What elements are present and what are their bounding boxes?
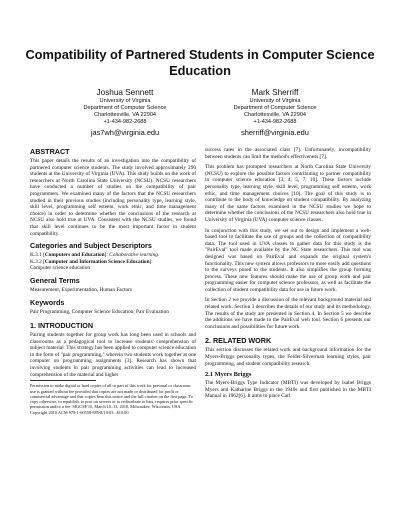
author-name: Joshua Sennett bbox=[96, 88, 154, 97]
keywords-heading: Keywords bbox=[30, 297, 65, 307]
related-work-text: This section discusses the related work and background information for the Myers-Briggs personality types, the Felder-Silverman learning styles, pair programming, and student compatibility research. bbox=[205, 347, 371, 367]
author-block-2 bbox=[200, 88, 350, 137]
intro-continued-paragraph: success rates in the associated class [7]. Unfortunately, incompatibility between students can limit the method's effectiveness [7]. bbox=[205, 147, 371, 160]
left-column bbox=[30, 147, 196, 415]
general-terms-text: Measurement, Experimentation, Human Factors bbox=[30, 286, 132, 293]
author-email[interactable]: jas7wh@virginia.edu bbox=[90, 128, 160, 137]
categories-line-3: Computer science education bbox=[30, 265, 91, 272]
categories-line-1: K.3.1 [Computers and Education]: Collaborative learning. bbox=[30, 252, 160, 259]
footnote-rule bbox=[30, 380, 96, 381]
intro-paragraph-4: In Section 2 we provide a discussion of the relevant background material and related work. Section 3 describes the details of our study and its methodology. The results of the study are presented in Section 4. In Section 5 we describe the additions we have made to the PairEval web tool. Section 6 presents our conclusions and possibilities for future work. bbox=[205, 297, 371, 330]
categories-heading: Categories and Subject Descriptors bbox=[30, 241, 152, 251]
author-affiliation: University of Virginia bbox=[249, 98, 301, 104]
intro-paragraph-2: This problem has prompted researchers at North Carolina State University (NCSU) to explore the possible factors contributing to partner compatibility in computer science education [3, 4, 5, 7, 10]. These factors include personality type, learning style, skill level, programming self esteem, work ethic, and time management choices [10]. The goal of this study is to contribute to the body of knowledge on student compatibility. By analyzing many of the same factors examined in the NCSU studies we hope to determine whether the conclusions of the NCSU researchers also hold true in University of Virginia (UVA) computer science classes. bbox=[205, 164, 371, 223]
related-work-heading: 2. RELATED WORK bbox=[205, 336, 272, 346]
keywords-text: Pair Programming, Computer Science Education, Pair Evaluation bbox=[30, 308, 169, 315]
categories-line-2: K.3.2 [Computer and Information Science Education]: bbox=[30, 258, 153, 265]
introduction-text: Pairing students together for group work has long been used in schools and classrooms as a pedagogical tool to increase students' comprehension of subject material. This strategy has been applied to computer science education in the form of "pair programming," wherein two students work together at one computer on programming assignments [3]. Research has shown that involving students in pair programming activities can lead to increased comprehension of the material and higher bbox=[30, 332, 196, 378]
author-affiliation: University of Virginia bbox=[99, 98, 151, 104]
author-name: Mark Sherriff bbox=[251, 88, 299, 97]
author-city: Charlottesville, VA 22904 bbox=[243, 112, 307, 118]
myers-briggs-heading: 2.1 Myers Briggs bbox=[205, 371, 252, 379]
author-city: Charlottesville, VA 22904 bbox=[93, 112, 157, 118]
paper-title: Compatibility of Partnered Students in Computer Science Education bbox=[25, 47, 375, 78]
intro-paragraph-3: In conjunction with this study, we set out to design and implement a web-based tool to facilitate the use of groups and the collection of compatibility data. The tool used in UVA classes to gather data for this study is the "PairEval" tool made available by the NC State researchers. This tool was designed was based on PairEval and expands the original system's functionality. This new system allows professors to more easily add questions to the surveys posed to the students. It also simplifies the group forming process. These new features should make the use of group work and pair programming easier for computer science professors, as well as facilitate the collection of student compatibility data for use in future work. bbox=[205, 227, 371, 293]
myers-briggs-text: The Myers-Briggs Type Indicator (MBTI) was developed by Isabel Briggs Myers and Katharine Briggs in the 1940s and first published in the MBTI Manual in 1962[6]. It aims to place Carl bbox=[205, 380, 371, 400]
copyright-footnote: Permission to make digital or hard copies of all or part of this work for personal or classroom use is granted without fee provided that copies are not made or distributed for profit or commercial advantage and that copies bear this notice and the full citation on the first page. To copy otherwise, to republish, to post on servers or to redistribute to lists, requires prior specific permission and/or a fee. SIGCSE'10, March 10–13, 2010, Milwaukee, Wisconsin, USA. Copyright 2010 ACM 978-1-60558-885-8/10/03...$10.00. bbox=[30, 383, 194, 415]
author-phone: +1-434-982-2688 bbox=[253, 119, 297, 125]
author-department: Department of Computer Science bbox=[83, 105, 167, 111]
author-block-1 bbox=[50, 88, 200, 137]
author-email[interactable]: sherriff@virginia.edu bbox=[241, 128, 309, 137]
abstract-text: This paper details the results of an investigation into the compatibility of partnered computer science students. The study involved approximately 290 students at the University of Virginia (UVA). This study builds on the work of researchers at North Carolina State University (NCSU). NCSU researchers have conducted a number of studies on the compatibility of pair programmers. We examined many of the factors that the NCSU researchers studied in their previous studies (including personality type, learning style, skill level, programming self esteem, work ethic, and time management choice) in order to determine whether the conclusions of the research at NCSU also hold true at UVA. Consistent with the NCSU studies, we found that skill level continues to be the most important factor in student compatibility. bbox=[30, 158, 196, 237]
introduction-heading: 1. INTRODUCTION bbox=[30, 321, 94, 331]
author-phone: +1-434-982-2688 bbox=[103, 119, 147, 125]
general-terms-heading: General Terms bbox=[30, 275, 80, 285]
right-column bbox=[205, 147, 371, 400]
abstract-heading: ABSTRACT bbox=[30, 147, 70, 156]
author-department: Department of Computer Science bbox=[233, 105, 317, 111]
